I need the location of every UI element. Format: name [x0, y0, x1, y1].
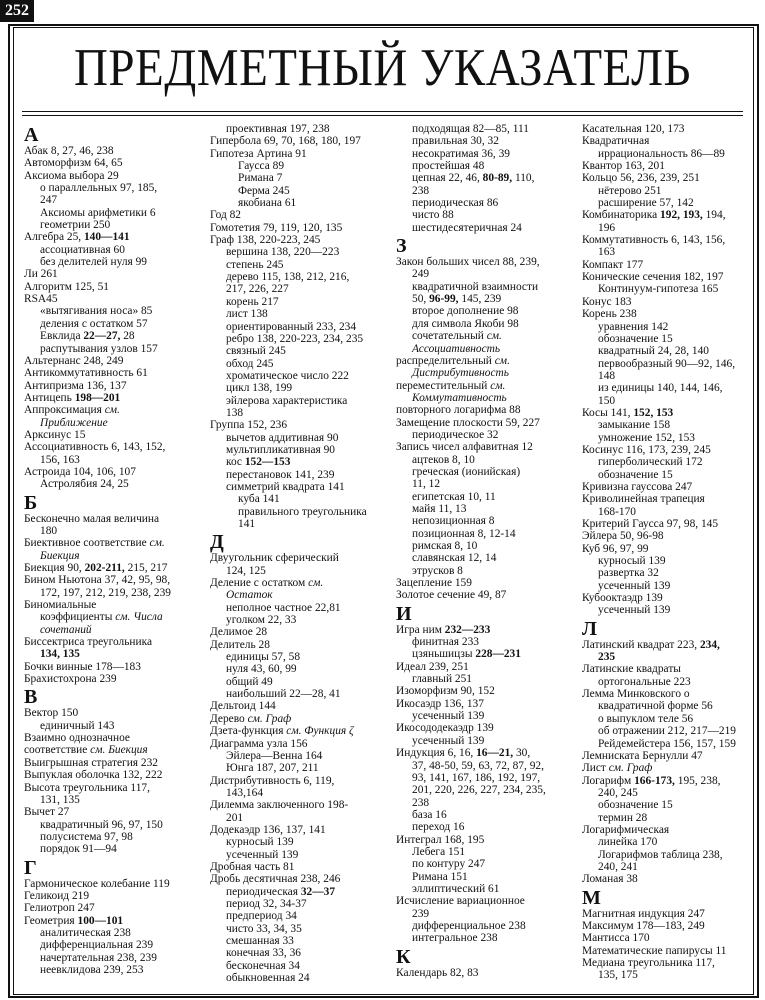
- index-subentry: куба 141: [238, 493, 280, 506]
- index-entry: Максимум 178—183, 249: [582, 919, 705, 932]
- index-entry: Математические папирусы 11: [582, 944, 727, 957]
- index-subentry: простейшая 48: [412, 160, 485, 173]
- index-column-1: [24, 123, 202, 976]
- index-entry: Конус 183: [582, 295, 632, 308]
- index-subentry: уголком 22, 33: [226, 614, 297, 627]
- index-subentry: наибольший 22—28, 41: [226, 688, 341, 701]
- index-entry: Алгебра 25, 140—141: [24, 231, 130, 244]
- index-subentry: обыкновенная 24: [226, 972, 310, 985]
- index-entry: Замещение плоскости 59, 227: [396, 416, 540, 429]
- index-subentry: об отражении 212, 217—219: [598, 725, 737, 738]
- index-subentry: Аксиомы арифметики 6: [40, 206, 156, 219]
- index-entry: Кубооктаэдр 139: [582, 592, 663, 605]
- index-entry: Арксинус 15: [24, 428, 86, 441]
- index-entry: Делимое 28: [210, 626, 268, 639]
- index-entry: Исчисление вариационное: [396, 895, 525, 908]
- index-entry: Группа 152, 236: [210, 419, 288, 432]
- index-entry: соответствие см. Биекция: [24, 744, 148, 757]
- index-subentry: коэффициенты см. Числа: [40, 611, 163, 624]
- index-subentry: 143,164: [226, 786, 264, 799]
- index-entry: Вычет 27: [24, 806, 70, 819]
- index-subentry: Гаусса 89: [238, 160, 285, 173]
- index-subentry: переход 16: [412, 821, 465, 834]
- index-subentry: 141: [238, 518, 256, 530]
- index-subentry: цикл 138, 199: [226, 382, 293, 395]
- index-entry: Корень 238: [582, 308, 637, 321]
- index-entry: Ли 261: [24, 268, 58, 281]
- index-subentry: первообразный 90—92, 146,: [598, 357, 736, 370]
- index-subentry: ассоциативная 60: [40, 243, 125, 256]
- index-entry: Автоморфизм 64, 65: [24, 157, 123, 170]
- index-subentry: курносый 139: [226, 836, 294, 849]
- index-subentry: Дистрибутивность: [412, 367, 509, 380]
- index-subentry: египетская 10, 11: [412, 490, 496, 503]
- index-entry: Взаимно однозначное: [24, 732, 130, 745]
- index-subentry: 217, 226, 227: [226, 283, 289, 296]
- index-entry: Антицепь 198—201: [24, 391, 121, 404]
- index-subentry: квадратичной взаимности: [412, 280, 539, 293]
- index-entry: Комбинаторика 192, 193, 194,: [582, 209, 726, 222]
- index-subentry: квадратичной форме 56: [598, 700, 713, 713]
- index-subentry: 11, 12: [412, 478, 441, 491]
- index-subentry: 201: [226, 811, 244, 824]
- index-subentry: для символа Якоби 98: [412, 317, 519, 330]
- index-subentry: линейка 170: [598, 836, 658, 849]
- index-subentry: начертательная 238, 239: [40, 951, 157, 964]
- index-entry: Гипербола 69, 70, 168, 180, 197: [210, 135, 361, 148]
- section-letter: А: [24, 124, 39, 146]
- index-entry: Биномиальные: [24, 599, 97, 612]
- index-subentry: дифференциальная 239: [40, 939, 154, 952]
- index-subentry: Лебега 151: [412, 845, 466, 858]
- index-subentry: Логарифмов таблица 238,: [598, 848, 723, 861]
- index-entry: Коммутативность 6, 143, 156,: [582, 234, 726, 247]
- index-subentry: 196: [598, 221, 616, 234]
- page-title: ПРЕДМЕТНЫЙ УКАЗАТЕЛЬ: [73, 38, 692, 98]
- index-subentry: непозиционная 8: [412, 515, 495, 528]
- index-subentry: гиперболический 172: [598, 456, 703, 469]
- index-subentry: корень 217: [226, 295, 279, 308]
- index-subentry: «вытягивания носа» 85: [40, 305, 153, 318]
- index-entry: Золотое сечение 49, 87: [396, 589, 507, 602]
- index-subentry: ребро 138, 220-223, 234, 235: [226, 332, 364, 345]
- index-subentry: конечная 33, 36: [226, 947, 301, 960]
- index-subentry: иррациональность 86—89: [598, 147, 725, 160]
- index-entry: Криволинейная трапеция: [582, 493, 705, 506]
- index-entry: Индукция 6, 16, 16—21, 30,: [396, 747, 531, 760]
- index-entry: Алгоритм 125, 51: [24, 280, 109, 293]
- title-rule-bottom: [22, 115, 743, 116]
- index-subentry: распутывания узлов 157: [40, 342, 158, 355]
- section-letter: М: [582, 886, 601, 909]
- index-entry: Критерий Гаусса 97, 98, 145: [582, 518, 719, 530]
- index-subentry: подходящая 82—85, 111: [412, 123, 529, 135]
- index-subentry: 124, 125: [226, 564, 266, 577]
- index-entry: Эйлера 50, 96-98: [582, 530, 664, 543]
- index-subentry: обозначение 15: [598, 799, 673, 812]
- index-entry: RSA45: [24, 293, 58, 306]
- index-subentry: 235: [598, 651, 616, 664]
- index-entry: Ассоциативность 6, 143, 152,: [24, 441, 166, 454]
- index-subentry: квадратный 24, 28, 140: [598, 345, 709, 358]
- index-subentry: квадратичный 96, 97, 150: [40, 818, 163, 831]
- index-entry: Дробная часть 81: [210, 860, 295, 873]
- section-letter: Д: [210, 531, 224, 554]
- index-entry: Астроида 104, 106, 107: [24, 465, 136, 478]
- index-entry: Дерево см. Граф: [210, 712, 292, 725]
- index-subentry: усеченный 139: [598, 604, 671, 617]
- index-entry: Косы 141, 152, 153: [582, 406, 674, 419]
- index-subentry: бесконечная 34: [226, 959, 300, 972]
- section-letter: В: [24, 686, 38, 709]
- index-subentry: 131, 135: [40, 793, 80, 806]
- index-subentry: хроматическое число 222: [226, 369, 349, 382]
- index-subentry: 148: [598, 369, 616, 382]
- index-entry: Интеграл 168, 195: [396, 833, 485, 846]
- section-letter: Г: [24, 856, 37, 879]
- index-subentry: развертка 32: [598, 567, 659, 580]
- index-subentry: 150: [598, 394, 616, 407]
- index-subentry: кос 152—153: [226, 456, 291, 469]
- index-subentry: 135, 175: [598, 969, 638, 982]
- index-subentry: аналитическая 238: [40, 926, 131, 939]
- index-entry: Двуугольник сферический: [210, 552, 339, 565]
- index-subentry: периодическая 86: [412, 197, 499, 210]
- index-subentry: порядок 91—94: [40, 843, 117, 856]
- index-entry: Лист см. Граф: [582, 762, 653, 775]
- index-subentry: Приближение: [40, 416, 108, 429]
- index-entry: Бином Ньютона 37, 42, 95, 98,: [24, 574, 171, 587]
- index-subentry: Евклида 22—27, 28: [40, 330, 135, 343]
- index-subentry: сочетаний: [40, 623, 92, 636]
- index-entry: Куб 96, 97, 99: [582, 542, 649, 555]
- index-entry: Изоморфизм 90, 152: [396, 685, 495, 698]
- index-entry: Аппроксимация см.: [24, 404, 120, 417]
- index-entry: Икосододекаэдр 139: [396, 722, 494, 735]
- index-column-4: [582, 123, 760, 982]
- index-subentry: уравнения 142: [598, 320, 669, 333]
- index-subentry: умножение 152, 153: [598, 431, 695, 444]
- index-entry: Закон больших чисел 88, 239,: [396, 256, 540, 269]
- index-entry: Год 82: [210, 209, 241, 222]
- index-subentry: Биекция: [40, 549, 80, 562]
- index-subentry: Остаток: [226, 589, 273, 602]
- index-entry: Граф 138, 220-223, 245: [210, 234, 321, 247]
- index-subentry: курносый 139: [598, 555, 666, 568]
- index-subentry: эллиптический 61: [412, 882, 500, 895]
- index-subentry: Астролябия 24, 25: [40, 478, 129, 491]
- index-subentry: расширение 57, 142: [598, 197, 694, 210]
- index-subentry: греческая (ионийская): [412, 465, 521, 478]
- index-subentry: Ферма 245: [238, 184, 290, 197]
- index-subentry: неевклидова 239, 253: [40, 963, 144, 976]
- index-entry: Зацепление 159: [396, 577, 472, 590]
- index-subentry: неполное частное 22,81: [226, 601, 341, 614]
- index-subentry: Рейдемейстера 156, 157, 159: [598, 737, 736, 750]
- index-subentry: периодическое 32: [412, 428, 499, 441]
- index-subentry: 134, 135: [40, 648, 80, 661]
- index-entry: переместительный см.: [396, 379, 506, 392]
- index-subentry: главный 251: [412, 673, 472, 686]
- index-subentry: общий 49: [226, 675, 273, 688]
- index-entry: Вектор 150: [24, 707, 79, 720]
- index-entry: Геликоид 219: [24, 889, 90, 902]
- index-entry: Латинские квадраты: [582, 663, 681, 676]
- index-entry: Делитель 28: [210, 638, 270, 651]
- index-entry: Дельтоид 144: [210, 700, 276, 713]
- index-entry: Ломаная 38: [582, 873, 638, 886]
- index-entry: Кривизна гауссова 247: [582, 480, 693, 493]
- index-entry: Деление с остатком см.: [210, 577, 324, 590]
- index-entry: Высота треугольника 117,: [24, 781, 150, 794]
- index-subentry: база 16: [412, 808, 447, 821]
- index-entry: Антикоммутативность 61: [24, 367, 148, 380]
- index-subentry: обозначение 15: [598, 332, 673, 345]
- index-subentry: смешанная 33: [226, 935, 294, 947]
- index-entry: Дистрибутивность 6, 119,: [210, 774, 335, 787]
- index-subentry: дерево 115, 138, 212, 216,: [226, 271, 350, 284]
- index-entry: Выигрышная стратегия 232: [24, 756, 158, 769]
- index-subentry: усеченный 139: [226, 848, 299, 861]
- index-subentry: период 32, 34-37: [226, 897, 307, 910]
- index-entry: повторного логарифма 88: [396, 404, 521, 417]
- index-subentry: позиционная 8, 12-14: [412, 527, 516, 540]
- index-entry: Биективное соответствие см.: [24, 537, 165, 550]
- index-subentry: 249: [412, 268, 430, 281]
- index-subentry: 238: [412, 184, 430, 197]
- section-letter: К: [396, 945, 411, 968]
- index-subentry: цзяньшицзы 228—231: [412, 648, 521, 661]
- index-subentry: Эйлера—Венна 164: [226, 749, 323, 762]
- index-subentry: усеченный 139: [412, 734, 485, 747]
- index-entry: Бесконечно малая величина: [24, 512, 160, 525]
- index-subentry: 50, 96-99, 145, 239: [412, 293, 502, 306]
- index-subentry: замыкание 158: [598, 419, 671, 432]
- index-entry: Дилемма заключенного 198-: [210, 799, 349, 812]
- section-letter: Л: [582, 617, 597, 640]
- index-subentry: единицы 57, 58: [226, 651, 301, 664]
- page-number: 252: [0, 0, 34, 22]
- index-subentry: 138: [226, 406, 244, 419]
- index-entry: Латинский квадрат 223, 234,: [582, 638, 720, 651]
- index-subentry: лист 138: [226, 308, 268, 321]
- index-subentry: Коммутативность: [412, 391, 507, 404]
- index-subentry: 239: [412, 907, 430, 920]
- index-entry: Брахистохрона 239: [24, 673, 117, 686]
- index-entry: распределительный см.: [396, 354, 510, 367]
- index-entry: Гомотетия 79, 119, 120, 135: [210, 221, 343, 234]
- index-entry: Бочки винные 178—183: [24, 660, 141, 673]
- index-subentry: этрусков 8: [412, 564, 463, 577]
- index-subentry: дифференциальное 238: [412, 919, 526, 932]
- index-subentry: сочетательный см.: [412, 330, 502, 343]
- index-subentry: о выпуклом теле 56: [598, 712, 694, 725]
- index-subentry: римская 8, 10: [412, 540, 478, 552]
- index-subentry: 93, 141, 167, 186, 192, 197,: [412, 771, 541, 784]
- section-letter: И: [396, 602, 412, 625]
- index-subentry: термин 28: [598, 811, 648, 824]
- index-subentry: чисто 33, 34, 35: [226, 922, 302, 935]
- index-subentry: периодическая 32—37: [226, 885, 336, 898]
- index-entry: Косинус 116, 173, 239, 245: [582, 443, 711, 456]
- index-subentry: степень 245: [226, 258, 284, 271]
- index-entry: Икосаэдр 136, 137: [396, 697, 484, 710]
- index-subentry: связный 245: [226, 345, 286, 358]
- index-entry: Медиана треугольника 117,: [582, 957, 715, 969]
- index-entry: Магнитная индукция 247: [582, 907, 705, 920]
- index-subentry: 201, 220, 226, 227, 234, 235,: [412, 784, 546, 797]
- index-subentry: о параллельных 97, 185,: [40, 182, 158, 195]
- index-subentry: из единицы 140, 144, 146,: [598, 382, 723, 395]
- index-entry: Логарифм 166-173, 195, 238,: [582, 774, 721, 787]
- index-subentry: якобиана 61: [238, 197, 297, 210]
- index-subentry: 172, 197, 212, 219, 238, 239: [40, 586, 171, 599]
- index-subentry: проективная 197, 238: [226, 123, 330, 135]
- index-entry: Лемма Минковского о: [582, 688, 690, 701]
- index-subentry: Ассоциативность: [412, 342, 501, 355]
- index-subentry: 247: [40, 194, 58, 207]
- index-subentry: предпериод 34: [226, 910, 297, 923]
- index-entry: Квадратичная: [582, 135, 650, 148]
- index-subentry: Континуум-гипотеза 165: [598, 283, 719, 296]
- index-entry: Лемниската Бернулли 47: [582, 749, 703, 762]
- index-subentry: единичный 143: [40, 719, 115, 732]
- index-subentry: финитная 233: [412, 636, 479, 649]
- index-entry: Аксиома выбора 29: [24, 169, 119, 182]
- index-subentry: усеченный 139: [412, 710, 485, 723]
- index-subentry: правильного треугольника: [238, 505, 367, 518]
- index-entry: Абак 8, 27, 46, 238: [24, 145, 114, 157]
- index-entry: Конические сечения 182, 197: [582, 271, 724, 284]
- index-column-3: [396, 123, 574, 979]
- index-subentry: Римана 7: [238, 172, 283, 185]
- index-subentry: перестановок 141, 239: [226, 468, 335, 481]
- section-letter: Б: [24, 491, 38, 514]
- index-subentry: 156, 163: [40, 453, 80, 466]
- index-entry: Касательная 120, 173: [582, 123, 685, 135]
- index-subentry: мультипликативная 90: [226, 443, 335, 456]
- index-entry: Календарь 82, 83: [396, 966, 479, 979]
- index-entry: Додекаэдр 136, 137, 141: [210, 823, 326, 836]
- index-subentry: цепная 22, 46, 80-89, 110,: [412, 172, 535, 185]
- index-entry: Гармоническое колебание 119: [24, 877, 170, 890]
- index-subentry: несократимая 36, 39: [412, 147, 510, 160]
- index-subentry: правильная 30, 32: [412, 135, 499, 148]
- index-subentry: интегральное 238: [412, 932, 498, 945]
- index-column-2: [210, 123, 388, 984]
- index-subentry: вершина 138, 220—223: [226, 246, 340, 259]
- index-entry: Выпуклая оболочка 132, 222: [24, 769, 163, 782]
- index-entry: Гелиотроп 247: [24, 902, 95, 915]
- index-subentry: чисто 88: [412, 209, 454, 222]
- index-subentry: майя 11, 13: [412, 502, 467, 515]
- index-subentry: обход 245: [226, 357, 274, 370]
- index-subentry: симметрий квадрата 141: [226, 480, 345, 493]
- index-entry: Диаграмма узла 156: [210, 737, 308, 750]
- index-subentry: Юнга 187, 207, 211: [226, 762, 319, 775]
- index-subentry: 37, 48-50, 59, 63, 72, 87, 92,: [412, 759, 544, 772]
- index-entry: Геометрия 100—101: [24, 914, 124, 927]
- index-entry: Антипризма 136, 137: [24, 379, 127, 392]
- index-entry: Запись чисел алфавитная 12: [396, 441, 533, 454]
- index-subentry: ориентированный 233, 234: [226, 320, 357, 333]
- index-subentry: деления с остатком 57: [40, 317, 148, 330]
- index-entry: Кольцо 56, 236, 239, 251: [582, 172, 700, 185]
- index-subentry: 163: [598, 246, 616, 259]
- index-subentry: славянская 12, 14: [412, 552, 497, 565]
- index-subentry: шестидесятеричная 24: [412, 221, 522, 234]
- index-subentry: вычетов аддитивная 90: [226, 431, 339, 444]
- index-entry: Идеал 239, 251: [396, 660, 469, 673]
- index-subentry: 240, 245: [598, 786, 638, 799]
- section-letter: З: [396, 235, 407, 258]
- index-entry: Дробь десятичная 238, 246: [210, 873, 341, 886]
- index-subentry: полусистема 97, 98: [40, 830, 133, 843]
- index-columns: [24, 123, 750, 985]
- index-subentry: геометрии 250: [40, 219, 111, 232]
- index-subentry: ортогональные 223: [598, 675, 691, 688]
- index-entry: Дзета-функция см. Функция ζ: [210, 725, 354, 738]
- index-entry: Игра ним 232—233: [396, 623, 491, 636]
- index-subentry: усеченный 139: [598, 579, 671, 592]
- index-entry: Компакт 177: [582, 258, 644, 271]
- index-subentry: ацтеков 8, 10: [412, 453, 475, 466]
- index-entry: Мантисса 170: [582, 932, 650, 945]
- index-subentry: нётерово 251: [598, 184, 662, 197]
- index-subentry: по контуру 247: [412, 858, 486, 871]
- index-entry: Квантор 163, 201: [582, 160, 665, 173]
- index-subentry: 180: [40, 524, 58, 537]
- title-rule-top: [22, 111, 743, 112]
- index-subentry: 240, 241: [598, 860, 638, 873]
- index-subentry: без делителей нуля 99: [40, 256, 147, 269]
- index-entry: Альтернанс 248, 249: [24, 354, 124, 367]
- index-subentry: 168-170: [598, 505, 636, 518]
- index-subentry: нуля 43, 60, 99: [226, 663, 297, 676]
- index-entry: Биссектриса треугольника: [24, 636, 153, 649]
- index-entry: Логарифмическая: [582, 823, 670, 836]
- index-subentry: Римана 151: [412, 870, 468, 883]
- index-entry: Гипотеза Артина 91: [210, 147, 307, 160]
- index-subentry: эйлерова характеристика: [226, 394, 348, 407]
- index-subentry: 238: [412, 796, 430, 809]
- index-entry: Биекция 90, 202-211, 215, 217: [24, 562, 168, 574]
- index-subentry: обозначение 15: [598, 468, 673, 481]
- index-subentry: второе дополнение 98: [412, 305, 519, 318]
